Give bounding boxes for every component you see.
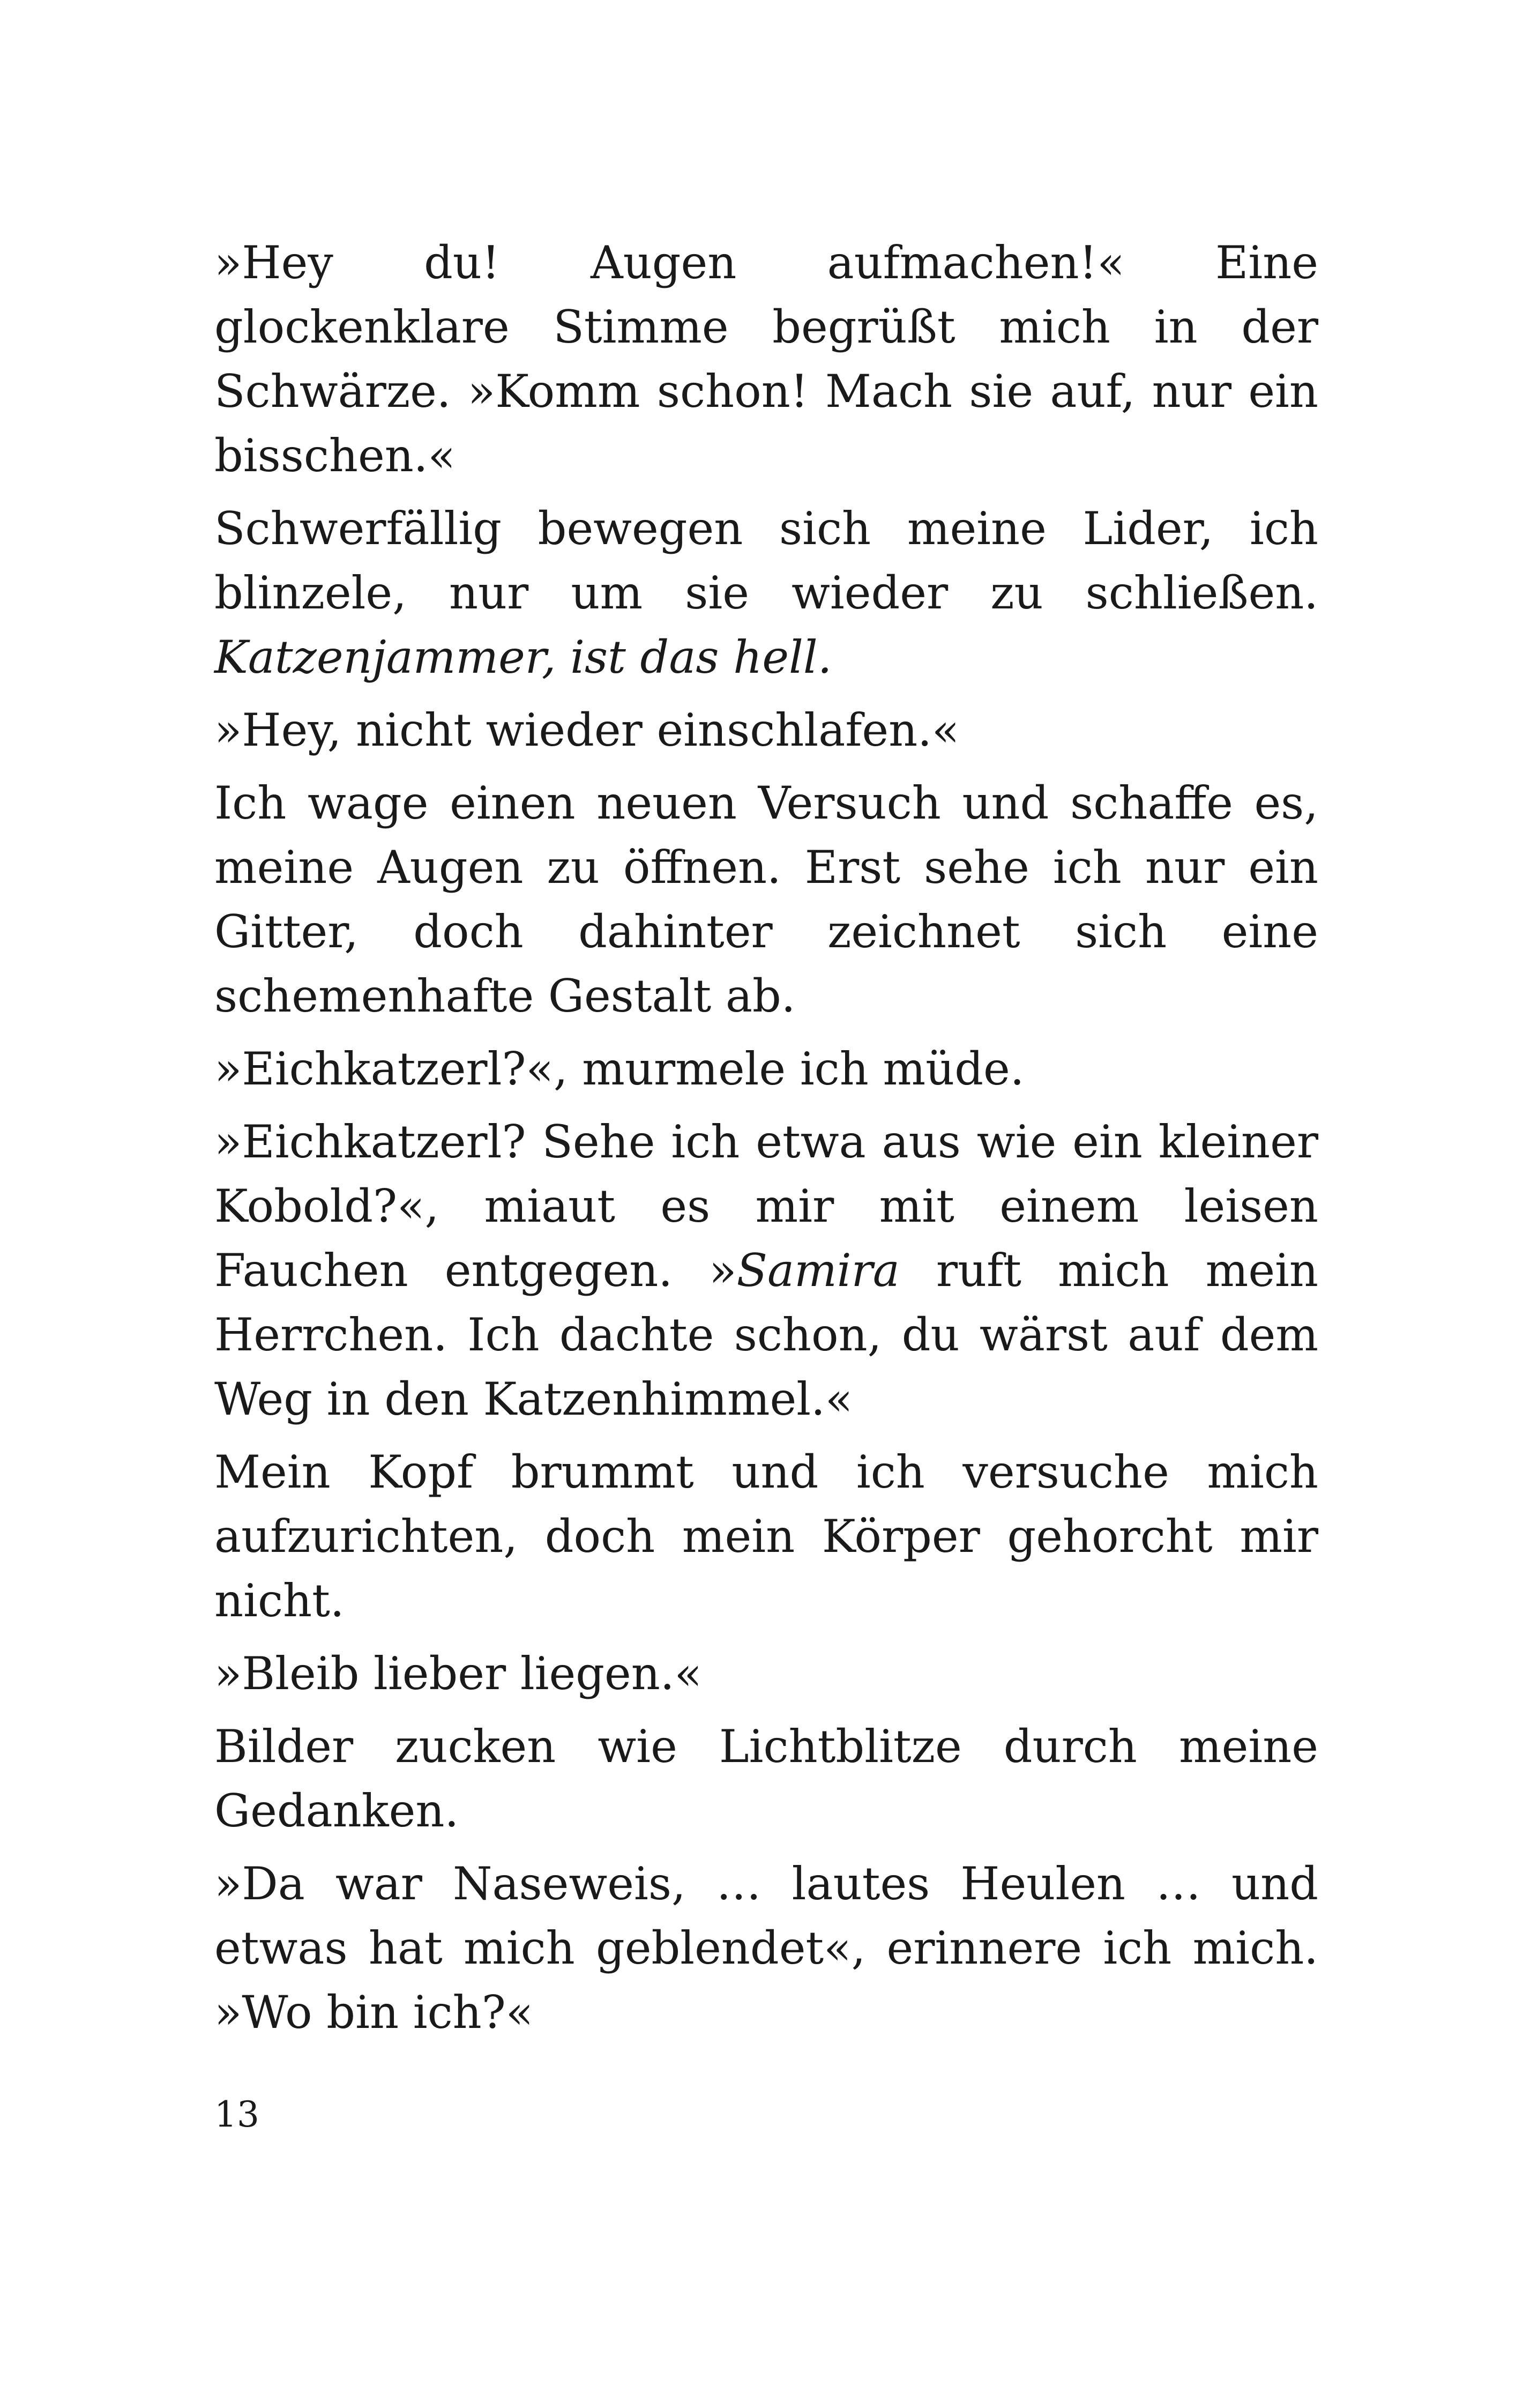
paragraph-3-text: »Hey, nicht wieder einschlafen.«	[214, 704, 960, 756]
paragraph-5	[214, 1037, 1318, 1101]
paragraph-9	[214, 1714, 1318, 1843]
paragraph-9-text: Bilder zucken wie Lichtblitze durch meine Gedanken.	[214, 1720, 1318, 1837]
paragraph-8-text: »Bleib lieber liegen.«	[214, 1647, 702, 1700]
paragraph-1-text: »Hey du! Augen aufmachen!« Eine glockenklare Stimme begrüßt mich in der Schwärze. »Komm schon! Mach sie auf, nur ein bisschen.«	[214, 236, 1318, 482]
paragraph-2-text: Schwerfällig bewegen sich meine Lider, ich blinzele, nur um sie wieder zu schließen.	[214, 502, 1318, 619]
paragraph-7	[214, 1440, 1318, 1633]
paragraph-4-text: Ich wage einen neuen Versuch und schaffe es, meine Augen zu öffnen. Erst sehe ich nur ein Gitter, doch dahinter zeichnet sich eine schemenhafte Gestalt ab.	[214, 777, 1318, 1022]
paragraph-6-text-after: ruft mich mein Herrchen. Ich dachte schon, du wärst auf dem Weg in den Katzenhimmel.«	[214, 1244, 1318, 1425]
paragraph-5-text: »Eichkatzerl?«, murmele ich müde.	[214, 1043, 1025, 1095]
paragraph-2	[214, 496, 1318, 689]
paragraph-4	[214, 771, 1318, 1028]
paragraph-6	[214, 1110, 1318, 1431]
page-number: 13	[214, 2094, 259, 2135]
paragraph-8	[214, 1641, 1318, 1706]
body-text	[214, 231, 1318, 2045]
paragraph-10-text: »Da war Naseweis, … lautes Heulen … und etwas hat mich geblendet«, erinnere ich mich. »Wo bin ich?«	[214, 1857, 1318, 2039]
paragraph-7-text: Mein Kopf brummt und ich versuche mich aufzurichten, doch mein Körper gehorcht mir nicht.	[214, 1446, 1318, 1627]
paragraph-3	[214, 698, 1318, 762]
paragraph-1	[214, 231, 1318, 488]
paragraph-2-italic: Katzenjammer, ist das hell.	[214, 631, 832, 683]
paragraph-10	[214, 1852, 1318, 2045]
paragraph-6-italic: Samira	[736, 1244, 900, 1297]
paragraph-6-text-before: »Eichkatzerl? Sehe ich etwa aus wie ein kleiner Kobold?«, miaut es mir mit einem leisen Fauchen entgegen. »	[214, 1116, 1318, 1297]
